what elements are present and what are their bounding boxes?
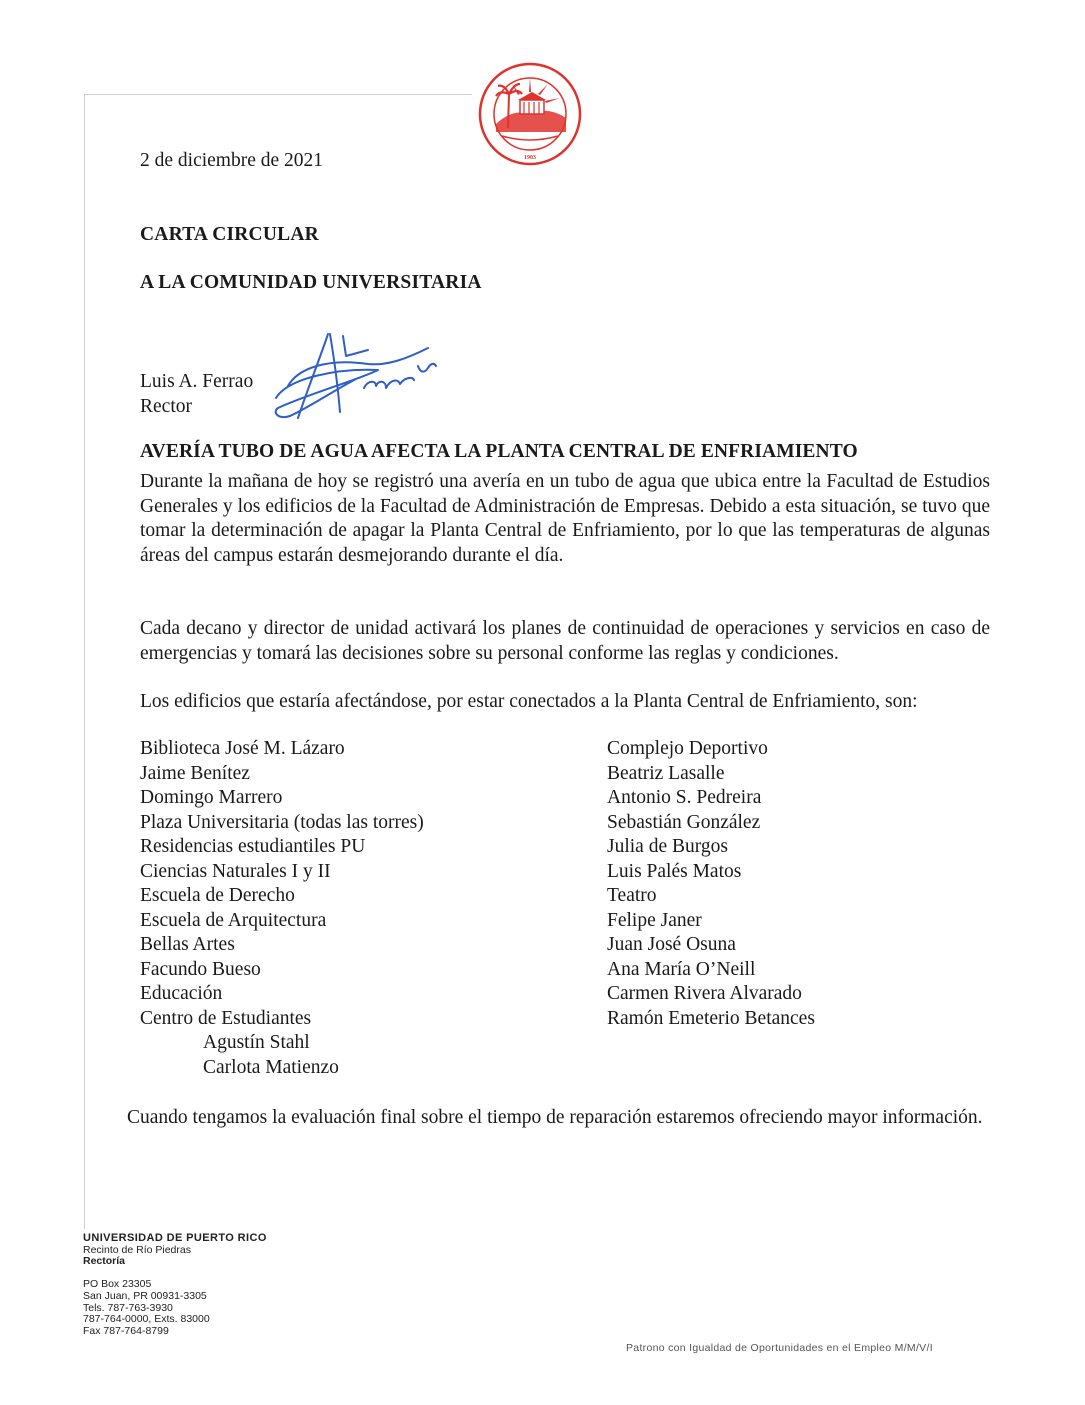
- footer-campus: Recinto de Río Piedras: [83, 1243, 191, 1256]
- footer-university: UNIVERSIDAD DE PUERTO RICO: [83, 1232, 267, 1244]
- building-item: Juan José Osuna: [607, 934, 736, 955]
- addressee-heading: A LA COMUNIDAD UNIVERSITARIA: [140, 272, 482, 293]
- building-item: Sebastián González: [607, 811, 761, 833]
- building-item: Ana María O’Neill: [607, 958, 756, 980]
- building-item: Julia de Burgos: [607, 836, 728, 857]
- footer-equal-opportunity: Patrono con Igualdad de Oportunidades en el Empleo M/M/V/I: [626, 1342, 933, 1354]
- building-item: Domingo Marrero: [140, 787, 283, 808]
- footer-fax-line: Fax 787-764-8799: [83, 1324, 169, 1337]
- building-item: Teatro: [607, 885, 657, 906]
- footer-phone-line: 787-764-0000, Exts. 83000: [83, 1313, 210, 1326]
- building-subitem: Agustín Stahl: [203, 1032, 310, 1053]
- handwritten-signature: [268, 328, 438, 428]
- building-item: Complejo Deportivo: [607, 738, 768, 759]
- building-item: Antonio S. Pedreira: [607, 787, 762, 808]
- building-item: Bellas Artes: [140, 934, 235, 955]
- buildings-list-right: [607, 737, 815, 1031]
- buildings-list-left: [140, 737, 424, 1080]
- building-item: Felipe Janer: [607, 909, 702, 931]
- seal-year: 1903: [524, 155, 536, 161]
- footer-phone-line: Tels. 787-763-3930: [83, 1301, 173, 1314]
- body-paragraph-2: Cada decano y director de unidad activará los planes de continuidad de operaciones y servicios en caso de emergencias y tomará las decisiones sobre su personal conforme las reglas y condiciones.: [140, 618, 990, 664]
- footer-address-line: PO Box 23305: [83, 1278, 152, 1291]
- body-paragraph-3: Los edificios que estaría afectándose, por estar conectados a la Planta Central de Enfriamiento, son:: [140, 691, 918, 712]
- signer-title: Rector: [140, 396, 192, 417]
- building-item: Jaime Benítez: [140, 762, 250, 784]
- signer-block: [140, 369, 253, 419]
- footer-address: [83, 1279, 267, 1338]
- letter-type-heading: CARTA CIRCULAR: [140, 224, 319, 245]
- building-item: Carmen Rivera Alvarado: [607, 983, 802, 1004]
- body-paragraph-1: Durante la mañana de hoy se registró una avería en un tubo de agua que ubica entre la Facultad de Estudios Generales y los edificios de la Facultad de Administración de Empresas. Debido a esta situación, se tuvo que tomar la determinación de apagar la Planta Central de Enfriamiento, por lo que las temperaturas de algunas áreas del campus estarán desmejorando durante el día.: [140, 471, 990, 566]
- building-item: Educación: [140, 983, 223, 1004]
- building-item: Facundo Bueso: [140, 958, 261, 980]
- building-item: Residencias estudiantiles PU: [140, 836, 366, 857]
- footer-address-line: San Juan, PR 00931-3305: [83, 1289, 207, 1302]
- university-seal-logo: [478, 62, 582, 166]
- building-item: Plaza Universitaria (todas las torres): [140, 811, 424, 833]
- closing-paragraph: Cuando tengamos la evaluación final sobre el tiempo de reparación estaremos ofreciendo mayor información.: [127, 1107, 983, 1128]
- footer-office: Rectoría: [83, 1255, 126, 1268]
- building-item: Beatriz Lasalle: [607, 762, 725, 784]
- letter-date: 2 de diciembre de 2021: [140, 150, 324, 171]
- building-item: Biblioteca José M. Lázaro: [140, 738, 345, 759]
- letterhead-top-rule: [84, 94, 472, 95]
- footer-contact-block: [83, 1233, 267, 1338]
- building-item: Centro de Estudiantes: [140, 1007, 312, 1029]
- building-item: Ciencias Naturales I y II: [140, 860, 331, 882]
- signer-name: Luis A. Ferrao: [140, 371, 254, 392]
- letter-subject: AVERÍA TUBO DE AGUA AFECTA LA PLANTA CENTRAL DE ENFRIAMIENTO: [140, 441, 858, 462]
- building-item: Escuela de Derecho: [140, 885, 295, 906]
- building-subitem: Carlota Matienzo: [203, 1056, 339, 1078]
- letterhead-left-rule: [84, 94, 85, 1229]
- building-item: Ramón Emeterio Betances: [607, 1007, 815, 1029]
- building-item: Escuela de Arquitectura: [140, 909, 327, 931]
- building-item: Luis Palés Matos: [607, 860, 742, 882]
